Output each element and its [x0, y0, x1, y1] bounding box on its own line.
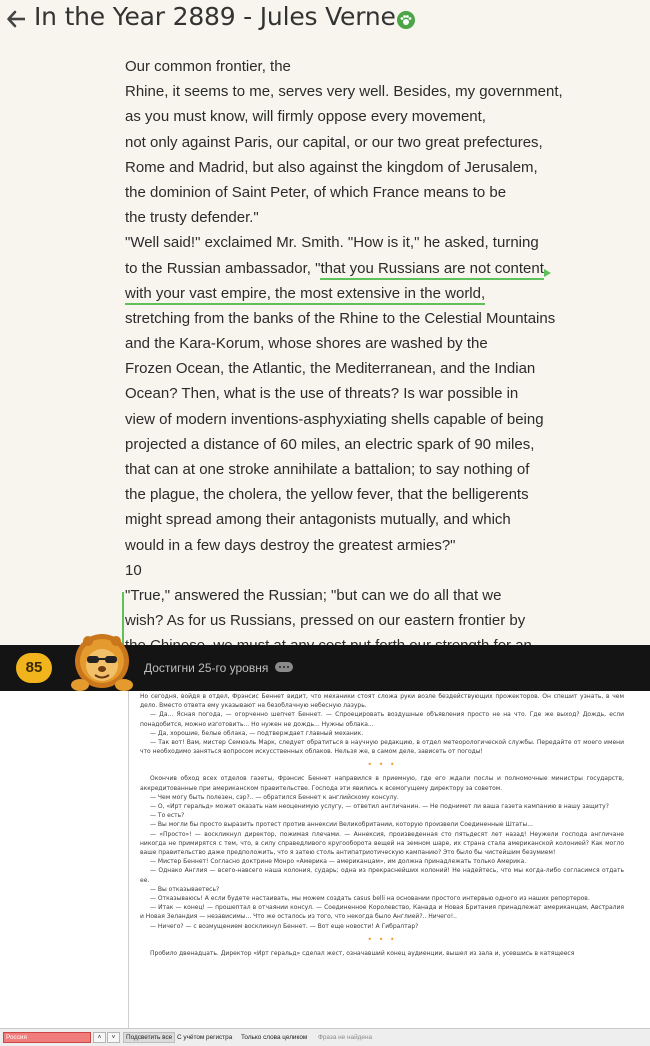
text-line: might spread among their antagonists mutually, and which	[125, 511, 511, 529]
page-number: 10	[125, 561, 142, 579]
page-left-border	[128, 691, 129, 1028]
section-separator: • • •	[367, 760, 397, 770]
text-line: would in a few days destroy the greatest armies?"	[125, 536, 456, 554]
text-line: "Well said!" exclaimed Mr. Smith. "How is it," he asked, turning	[125, 234, 539, 252]
level-goal-text: Достигни 25-го уровня	[144, 661, 269, 675]
find-input[interactable]: Россия	[3, 1032, 91, 1043]
text-segment: to the Russian ambassador, "	[125, 259, 321, 277]
text-line: the plague, the cholera, the yellow fever, that the belligerents	[125, 486, 529, 504]
paragraph: — Ничего? — с возмущением воскликнул Беннет. — Вот еще новости! А Гибралтар?	[150, 922, 419, 930]
find-status-text: Фраза не найдена	[318, 1034, 373, 1041]
paragraph: — Однако Англия — всего-навсего наша колония, сударь; одна из прекраснейших колоний! Не надейтесь, что мы когда-либо согласимся отдать ее.	[140, 867, 624, 884]
more-options-icon[interactable]	[275, 662, 293, 672]
text-line: the dominion of Saint Peter, of which France means to be	[125, 183, 507, 201]
book-text[interactable]	[125, 54, 645, 659]
text-line: as you must know, will firmly oppose every movement,	[125, 108, 486, 126]
paragraph: — О, «Ирт геральд» может оказать нам неоценимую услугу, — ответил англичанин. — Не поднимет ли ваша газета кампанию в нашу защиту?	[150, 803, 609, 811]
book-title: In the Year 2889 - Jules Verne	[34, 2, 396, 31]
paragraph: Пробило двенадцать. Директор «Ирт геральд» сделал жест, означавший конец аудиенции, вышел из зала и, усевшись в катящееся	[150, 949, 575, 957]
paragraph: — Чем могу быть полезен, сэр?.. — обратился Беннет к английскому консулу.	[150, 793, 399, 801]
text-line: "True," answered the Russian; "but can we do all that we	[125, 586, 502, 604]
highlight-all-toggle[interactable]: Подсветить все	[123, 1032, 175, 1043]
back-arrow-icon[interactable]	[6, 6, 28, 32]
text-line	[125, 256, 645, 281]
paragraph: — Вы отказываетесь?	[150, 885, 220, 893]
text-line: the trusty defender."	[125, 209, 259, 227]
text-line: and the Kara-Korum, whose shores are washed by the	[125, 335, 488, 353]
document-text[interactable]	[140, 692, 624, 958]
text-line: Rhine, it seems to me, serves very well. Besides, my government,	[125, 83, 563, 101]
text-line: Frozen Ocean, the Atlantic, the Mediterranean, and the Indian	[125, 360, 536, 378]
highlight-end-arrow-icon	[544, 269, 551, 277]
paragraph: — Да, хорошие, белые облака, — подтверждает главный механик.	[150, 729, 364, 737]
highlighted-text[interactable]: that you Russians are not content	[320, 260, 543, 280]
text-line: wish? As for us Russians, pressed on our eastern frontier by	[125, 612, 526, 630]
paragraph: — Да... Ясная погода, — огорченно шепчет Беннет. — Спроецировать воздушные объявления просто не на что. Где же выход? Дождь, если понадобится, можно изготовить... Но нужен не дождь... Нужны облака...	[140, 711, 624, 728]
document-pane	[0, 691, 650, 1028]
paragraph: — Мистер Беннет! Согласно доктрине Монро «Америка — американцам», им должна принадлежать только Америка.	[150, 858, 527, 866]
whole-words-toggle[interactable]: Только слова целиком	[241, 1034, 308, 1041]
text-line: Rome and Madrid, but also against the kingdom of Jerusalem,	[125, 158, 538, 176]
text-line: Our common frontier, the	[125, 58, 291, 75]
paw-icon[interactable]	[397, 11, 415, 29]
text-line: Ocean? Then, what is the use of threats? Is war possible in	[125, 385, 519, 403]
reader-header	[0, 0, 650, 40]
paragraph: Но сегодня, войдя в отдел, Фрэнсис Беннет видит, что механики стоят сложа руки возле бездействующих прожекторов. Он спешит узнать, в чем дело. Вместо ответа ему указывают на безоблачную небесную лазурь.	[140, 693, 624, 710]
text-line: view of modern inventions-asphyxiating shells capable of being	[125, 410, 544, 428]
paragraph: — Так вот! Вам, мистер Семюэль Марк, следует обратиться в научную редакцию, в отдел метеорологической службы. Передайте от моего имени что необходимо заняться вопросом искусственных облаков. Нельзя же, в самом деле, зависеть от погоды!	[140, 739, 624, 756]
find-next-button[interactable]: ˅	[107, 1032, 120, 1043]
paragraph: — «Просто»! — воскликнул директор, пожимая плечами. — Аннексия, произведенная сто пятьдесят лет назад! Неужели господа англичане никогда не примирятся с тем, что, в силу справедливого кругооборота вещей на земном шаре, их страна стала американской колонией? Как могло ваше правительство даже предположить, что я затею столь антипатриотическую кампанию? Это было бы чистейшим безумием!	[140, 830, 624, 857]
find-previous-button[interactable]: ˄	[93, 1032, 106, 1043]
text-line: projected a distance of 60 miles, an electric spark of 90 miles,	[125, 435, 535, 453]
find-bar	[0, 1028, 650, 1046]
text-line: stretching from the banks of the Rhine to the Celestial Mountains	[125, 309, 556, 327]
paragraph: Окончив обход всех отделов газеты, Фрэнсис Беннет направился в приемную, где его ждали послы и полномочные министры государств, аккредитованные при американском правительстве. Господа эти явились к всемогущему директору за советом.	[140, 775, 624, 792]
game-bar	[0, 645, 650, 691]
text-line: that can at one stroke annihilate a battalion; to say nothing of	[125, 461, 530, 478]
paragraph: — Итак — конец! — прошептал в отчаянии консул. — Соединенное Королевство, Канада и Новая Британия принадлежат американцам, Австралия и Новая Зеландия — независимы... Что же осталось из того, что некогда было Англией?.. Ничего!..	[140, 904, 624, 921]
level-badge[interactable]: 85	[16, 653, 52, 683]
text-line: not only against Paris, our capital, or our two great prefectures,	[125, 133, 543, 151]
match-case-toggle[interactable]: С учётом регистра	[177, 1034, 233, 1041]
paragraph: — Вы могли бы просто выразить протест против аннексии Великобритании, которую произвели Соединенные Штаты...	[150, 821, 533, 829]
highlighted-text[interactable]: with your vast empire, the most extensive in the world,	[125, 285, 485, 305]
text-line	[125, 281, 645, 306]
section-separator: • • •	[367, 934, 397, 944]
lion-mascot-icon[interactable]	[64, 629, 140, 695]
paragraph: — Отказываюсь! А если будете настаивать, мы можем создать casus belli на основании простого интервью одного из наших репортеров.	[150, 895, 590, 903]
paragraph: — То есть?	[150, 812, 185, 820]
